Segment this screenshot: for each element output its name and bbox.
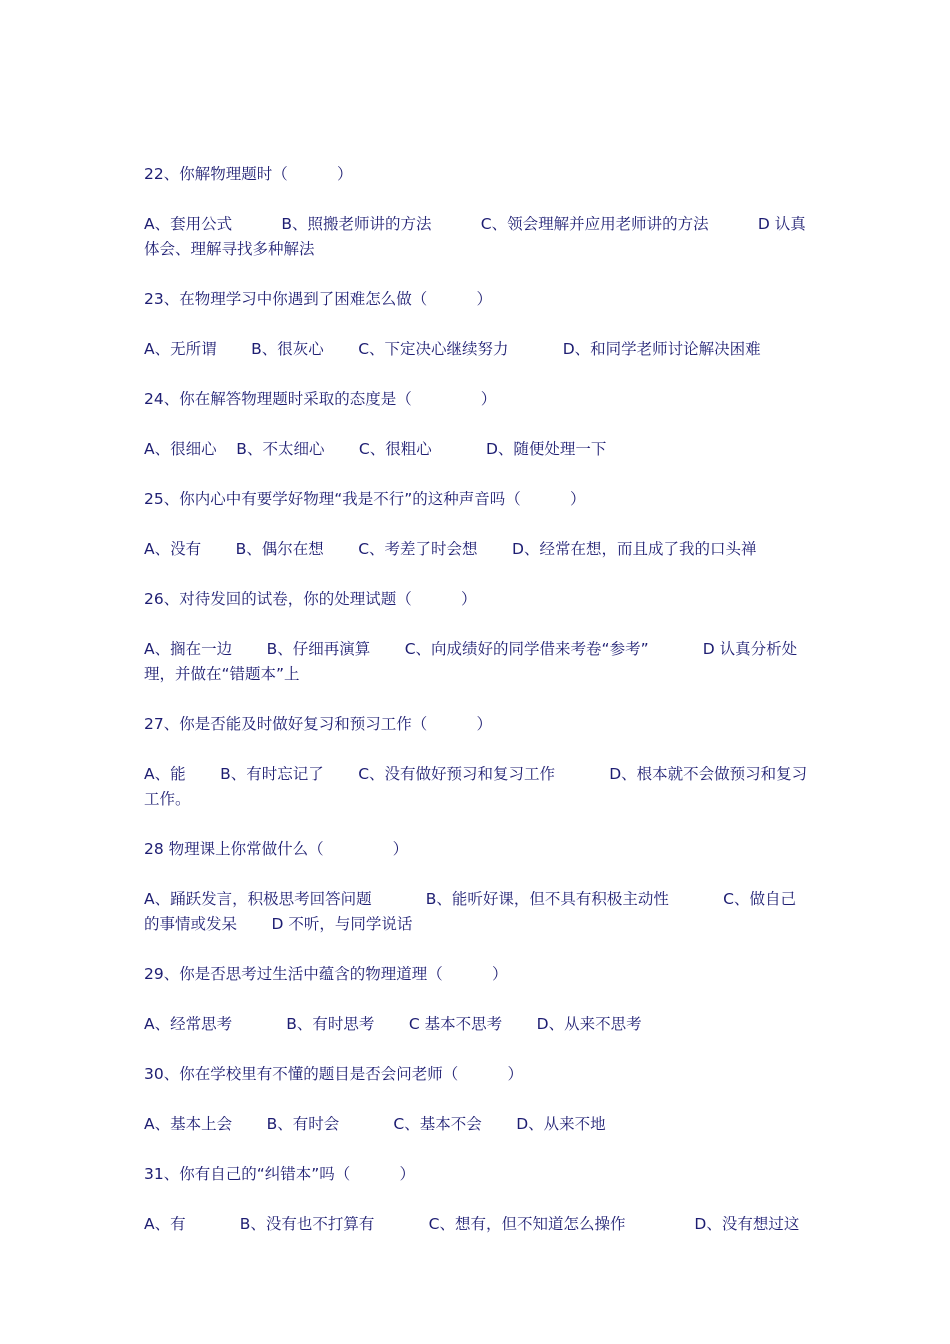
question-stem: 29、你是否思考过生活中蕴含的物理道理（ ）	[144, 964, 508, 983]
question-stem: 24、你在解答物理题时采取的态度是（ ）	[144, 389, 497, 408]
question-stem: 30、你在学校里有不懂的题目是否会问老师（ ）	[144, 1064, 523, 1083]
question-stem: 23、在物理学习中你遇到了困难怎么做（ ）	[144, 289, 492, 308]
question-23	[144, 287, 808, 362]
question-stem: 25、你内心中有要学好物理“我是不行”的这种声音吗（ ）	[144, 489, 586, 508]
document-page	[144, 146, 808, 1262]
question-options: A、能 B、有时忘记了 C、没有做好预习和复习工作 D、根本就不会做预习和复习工作。	[144, 764, 808, 808]
question-22	[144, 162, 808, 262]
question-options: A、经常思考 B、有时思考 C 基本不思考 D、从来不思考	[144, 1014, 642, 1033]
question-29	[144, 962, 808, 1037]
question-options: A、很细心 B、不太细心 C、很粗心 D、随便处理一下	[144, 439, 607, 458]
question-options: A、踊跃发言，积极思考回答问题 B、能听好课，但不具有积极主动性 C、做自己的事情或发呆 D 不听，与同学说话	[144, 889, 796, 933]
question-stem: 26、对待发回的试卷，你的处理试题（ ）	[144, 589, 477, 608]
question-24	[144, 387, 808, 462]
question-27	[144, 712, 808, 812]
question-26	[144, 587, 808, 687]
question-stem: 31、你有自己的“纠错本”吗（ ）	[144, 1164, 416, 1183]
question-stem: 28 物理课上你常做什么（ ）	[144, 839, 409, 858]
question-stem: 22、你解物理题时（ ）	[144, 164, 353, 183]
question-stem: 27、你是否能及时做好复习和预习工作（ ）	[144, 714, 492, 733]
question-31	[144, 1162, 808, 1237]
question-options: A、有 B、没有也不打算有 C、想有，但不知道怎么操作 D、没有想过这	[144, 1214, 800, 1233]
question-options: A、基本上会 B、有时会 C、基本不会 D、从来不地	[144, 1114, 606, 1133]
question-30	[144, 1062, 808, 1137]
question-25	[144, 487, 808, 562]
question-options: A、无所谓 B、很灰心 C、下定决心继续努力 D、和同学老师讨论解决困难	[144, 339, 761, 358]
question-28	[144, 837, 808, 937]
question-options: A、没有 B、偶尔在想 C、考差了时会想 D、经常在想，而且成了我的口头禅	[144, 539, 757, 558]
question-options: A、搁在一边 B、仔细再演算 C、向成绩好的同学借来考卷“参考” D 认真分析处理，并做在“错题本”上	[144, 639, 798, 683]
question-options: A、套用公式 B、照搬老师讲的方法 C、领会理解并应用老师讲的方法 D 认真体会、理解寻找多种解法	[144, 214, 806, 258]
